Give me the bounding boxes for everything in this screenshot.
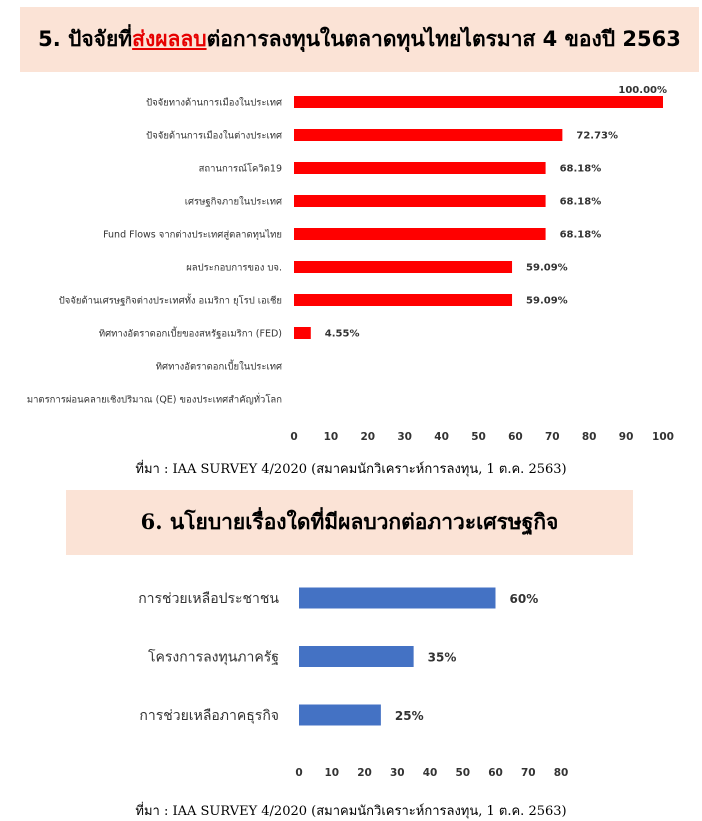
bar bbox=[294, 228, 546, 240]
bar bbox=[294, 96, 663, 108]
category-label: มาตรการผ่อนคลายเชิงปริมาณ (QE) ของประเทศสำคัญทั่วโลก bbox=[26, 394, 282, 406]
x-tick-label: 30 bbox=[397, 431, 413, 443]
x-tick-label: 50 bbox=[471, 431, 486, 443]
x-tick-label: 10 bbox=[324, 767, 340, 779]
x-tick-label: 0 bbox=[290, 431, 298, 443]
data-label: 72.73% bbox=[576, 130, 619, 142]
category-label: ปัจจัยทางด้านการเมืองในประเทศ bbox=[146, 97, 282, 109]
data-label: 25% bbox=[394, 709, 424, 723]
category-label: การช่วยเหลือภาคธุรกิจ bbox=[139, 708, 279, 724]
bar bbox=[294, 327, 311, 339]
x-tick-label: 40 bbox=[422, 767, 438, 779]
x-tick-label: 10 bbox=[323, 431, 339, 443]
chart1-source-note: ที่มา : IAA SURVEY 4/2020 (สมาคมนักวิเคราะห์การลงทุน, 1 ต.ค. 2563) bbox=[135, 462, 567, 477]
x-tick-label: 60 bbox=[508, 431, 523, 443]
chart2-source-note: ที่มา : IAA SURVEY 4/2020 (สมาคมนักวิเคราะห์การลงทุน, 1 ต.ค. 2563) bbox=[135, 804, 567, 819]
x-tick-label: 80 bbox=[581, 431, 597, 443]
x-tick-label: 100 bbox=[652, 431, 674, 443]
bar bbox=[294, 294, 512, 306]
x-tick-label: 20 bbox=[357, 767, 372, 779]
chart1-title-highlight: ส่งผลลบ bbox=[132, 27, 207, 51]
x-tick-label: 60 bbox=[488, 767, 503, 779]
category-label: การช่วยเหลือประชาชน bbox=[138, 591, 279, 607]
bar bbox=[294, 195, 546, 207]
bar bbox=[299, 646, 414, 667]
x-tick-label: 90 bbox=[618, 431, 634, 443]
data-label: 60% bbox=[509, 592, 539, 606]
x-tick-label: 80 bbox=[553, 767, 569, 779]
category-label: สถานการณ์โควิด19 bbox=[198, 163, 282, 175]
category-label: Fund Flows จากต่างประเทศสู่ตลาดทุนไทย bbox=[103, 229, 282, 241]
data-label: 68.18% bbox=[559, 163, 602, 175]
chart2-plot bbox=[0, 570, 702, 785]
chart1-title-prefix: 5. ปัจจัยที่ bbox=[38, 27, 133, 51]
category-label: ผลประกอบการของ บจ. bbox=[186, 262, 282, 274]
data-label: 4.55% bbox=[324, 328, 360, 340]
chart2-title: 6. นโยบายเรื่องใดที่มีผลบวกต่อภาวะเศรษฐกิจ bbox=[140, 509, 559, 534]
chart1-title-banner bbox=[20, 7, 699, 72]
chart1-plot bbox=[0, 78, 702, 450]
data-label: 59.09% bbox=[526, 295, 568, 307]
data-label: 68.18% bbox=[559, 196, 602, 208]
data-label: 68.18% bbox=[559, 229, 602, 241]
category-label: โครงการลงทุนภาครัฐ bbox=[147, 649, 279, 666]
x-tick-label: 30 bbox=[389, 767, 405, 779]
data-label: 35% bbox=[427, 650, 457, 665]
category-label: ปัจจัยด้านเศรษฐกิจต่างประเทศทั้ง อเมริกา ยุโรป เอเชีย bbox=[58, 295, 282, 307]
x-tick-label: 20 bbox=[360, 431, 376, 443]
x-tick-label: 0 bbox=[295, 767, 303, 779]
data-label: 100.00% bbox=[618, 85, 667, 96]
category-label: ทิศทางอัตราดอกเบี้ยของสหรัฐอเมริกา (FED) bbox=[98, 328, 282, 340]
x-tick-label: 70 bbox=[520, 767, 536, 779]
x-tick-label: 40 bbox=[434, 431, 449, 443]
chart2-title-banner bbox=[66, 490, 633, 555]
category-label: เศรษฐกิจภายในประเทศ bbox=[184, 196, 282, 208]
category-label: ปัจจัยด้านการเมืองในต่างประเทศ bbox=[146, 130, 282, 142]
category-label: ทิศทางอัตราดอกเบี้ยในประเทศ bbox=[155, 361, 282, 373]
bar bbox=[299, 705, 381, 726]
bar bbox=[294, 129, 562, 141]
x-tick-label: 70 bbox=[544, 431, 560, 443]
chart1-title-suffix: ต่อการลงทุนในตลาดทุนไทยไตรมาส 4 ของปี 2563 bbox=[206, 27, 681, 51]
bar bbox=[299, 588, 496, 609]
bar bbox=[294, 261, 512, 273]
x-tick-label: 50 bbox=[455, 767, 471, 779]
bar bbox=[294, 162, 546, 174]
data-label: 59.09% bbox=[526, 262, 568, 274]
